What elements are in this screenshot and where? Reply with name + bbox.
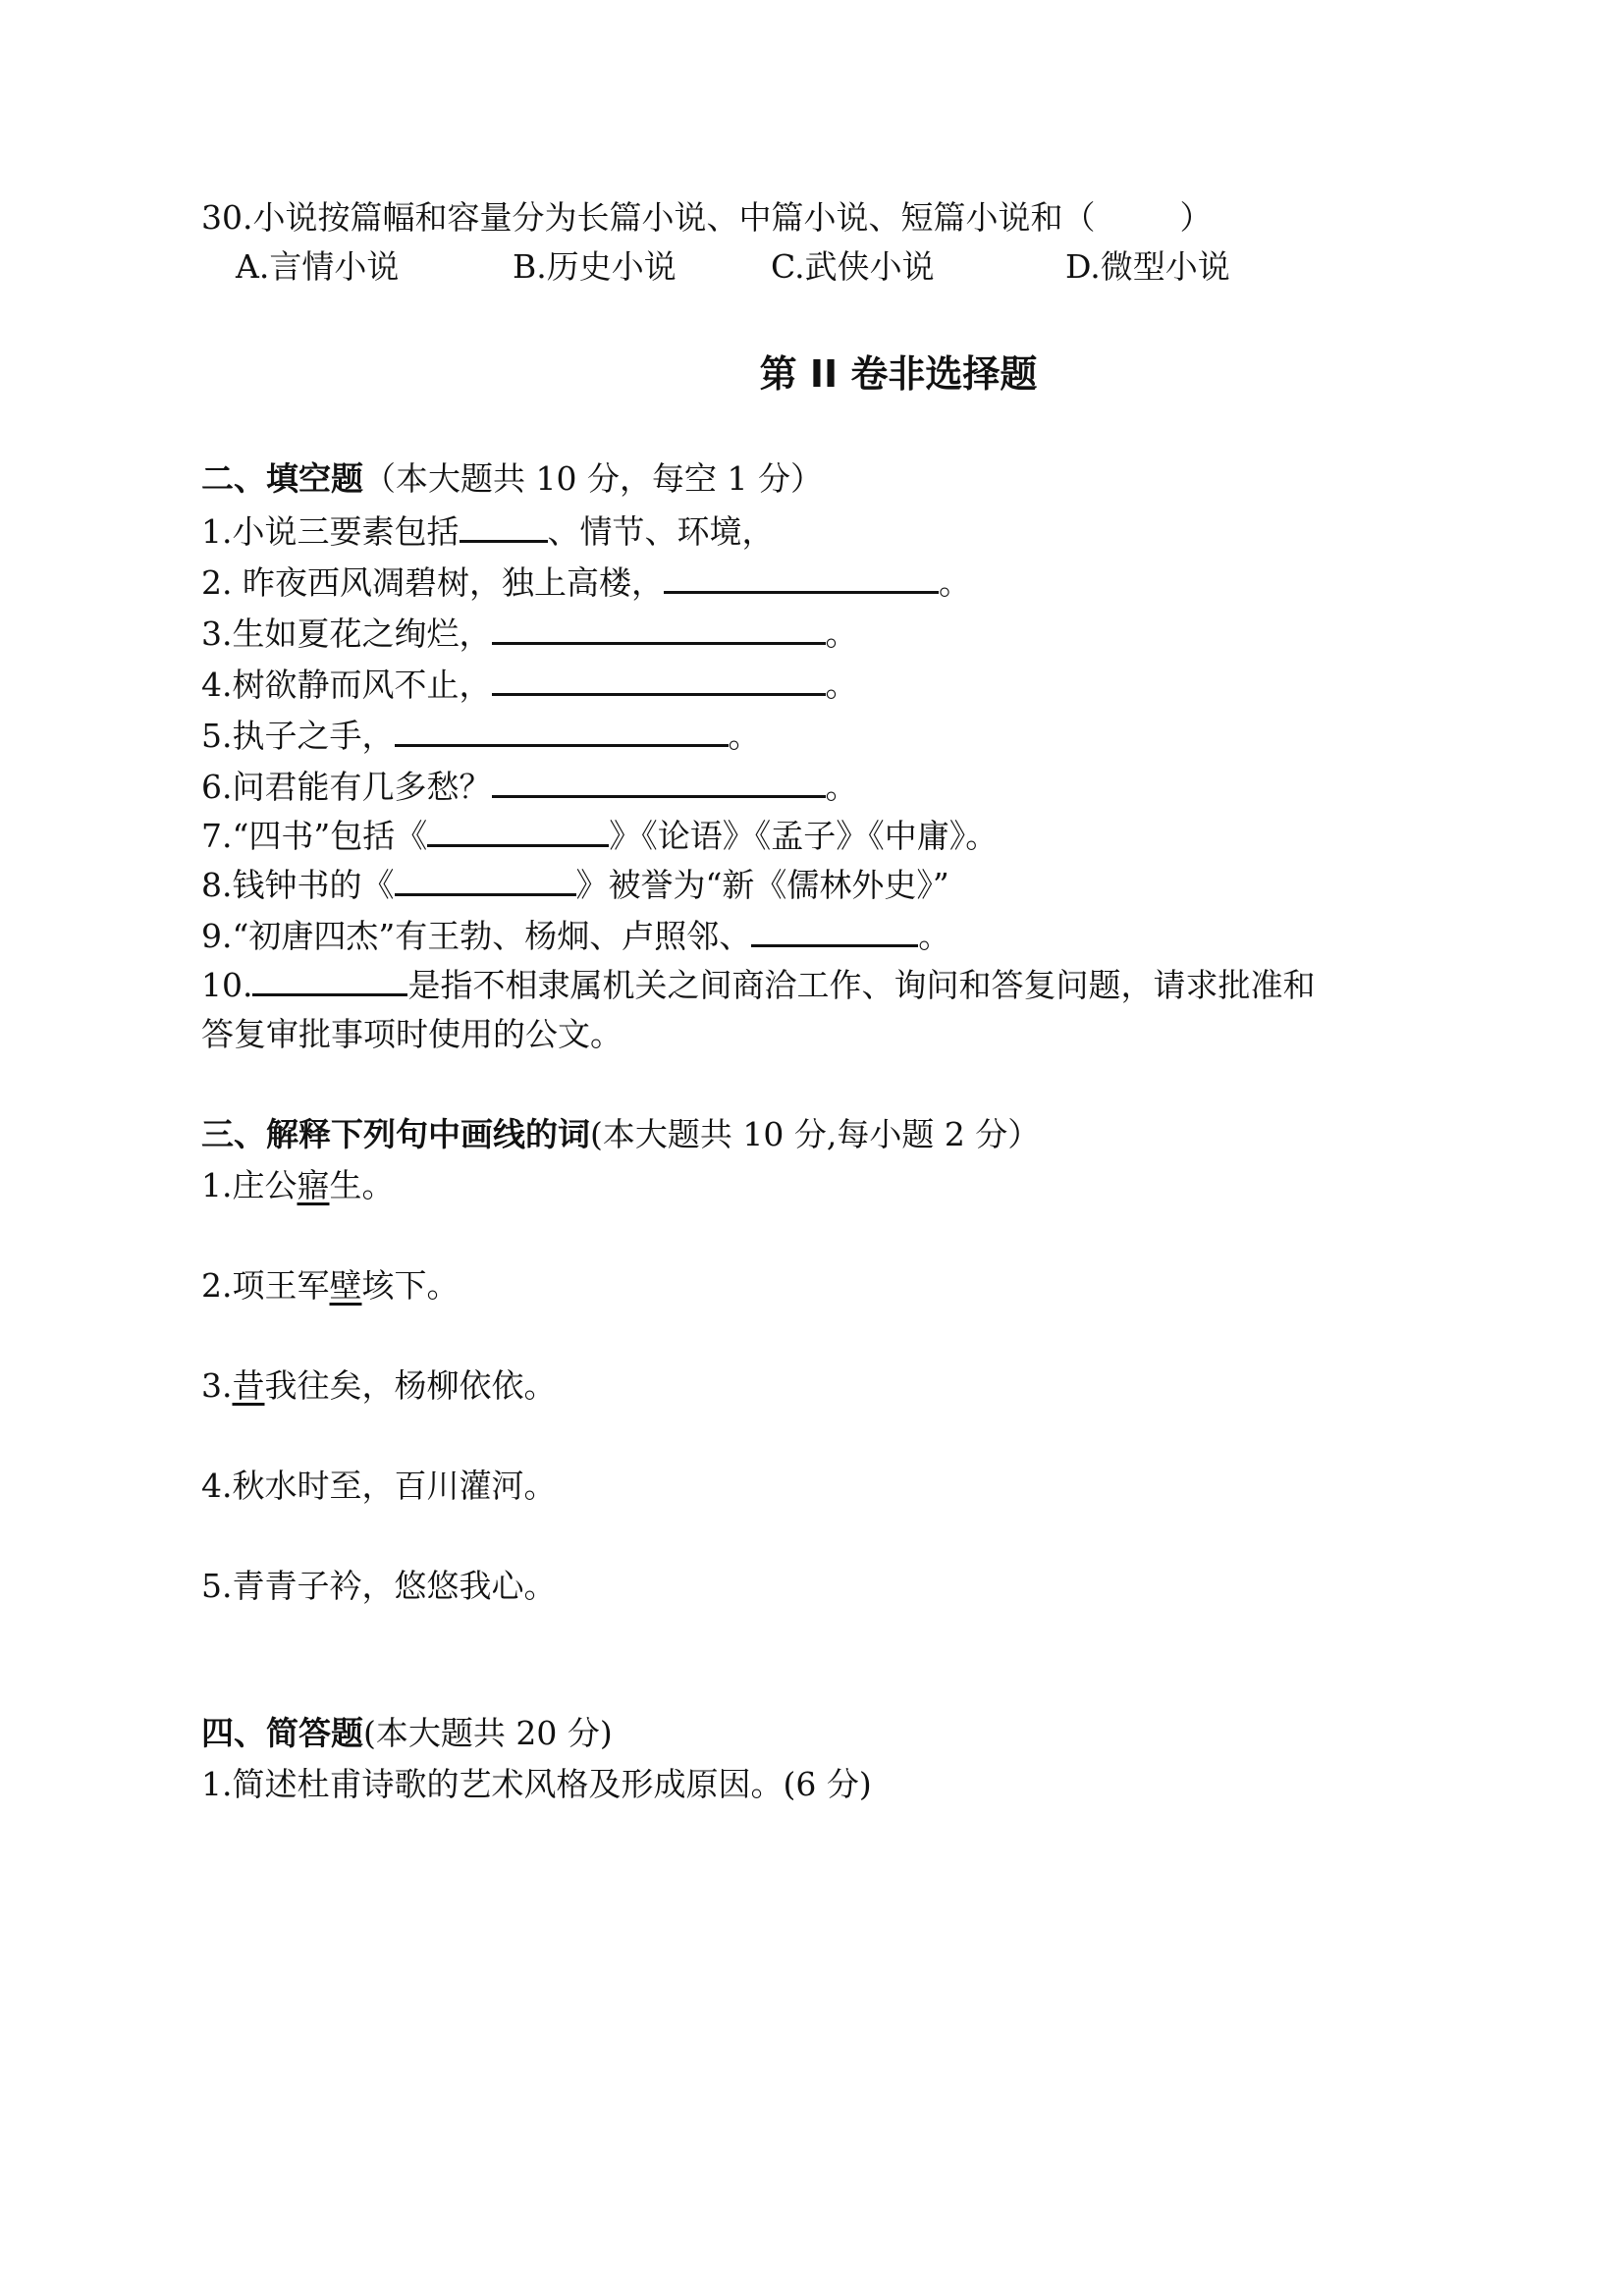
underlined-word: 寤 xyxy=(297,1166,330,1204)
fill-item-7-post: 》《论语》《孟子》《中庸》。 xyxy=(609,817,999,855)
fill-item-6-pre: 6.问君能有几多愁？ xyxy=(201,768,492,806)
fill-item-9-post: 。 xyxy=(918,917,951,955)
fill-item-2 xyxy=(201,561,971,603)
fill-item-3 xyxy=(201,613,858,654)
fill-item-8-post: 》被誉为“新《儒林外史》” xyxy=(575,866,949,904)
section3-note: (本大题共 10 分,每小题 2 分） xyxy=(590,1115,1041,1153)
answer-blank[interactable] xyxy=(492,664,826,696)
fill-item-10-pre: 10. xyxy=(201,966,253,1004)
fill-item-7 xyxy=(201,815,998,856)
fill-item-1-pre: 1.小说三要素包括 xyxy=(201,512,460,551)
fill-item-9-pre: 9.“初唐四杰”有王勃、杨炯、卢照邻、 xyxy=(201,917,752,955)
answer-blank[interactable] xyxy=(751,915,918,947)
explain-item-3-post: 我往矣，杨柳依依。 xyxy=(264,1366,557,1405)
answer-blank[interactable] xyxy=(492,766,826,798)
explain-item-2-post: 垓下。 xyxy=(361,1266,460,1305)
explain-item-2-pre: 2.项王军 xyxy=(201,1266,330,1305)
part2-title: 第 II 卷非选择题 xyxy=(759,352,1038,396)
fill-item-1-post: 、情节、环境， xyxy=(547,512,775,551)
fill-item-3-pre: 3.生如夏花之绚烂， xyxy=(201,614,492,653)
fill-item-2-post: 。 xyxy=(938,563,971,602)
explain-item-1-pre: 1.庄公 xyxy=(201,1166,298,1204)
fill-item-4 xyxy=(201,664,858,705)
explain-item-4: 4.秋水时至，百川灌河。 xyxy=(201,1467,557,1505)
fill-item-10 xyxy=(201,964,1315,1005)
answer-blank[interactable] xyxy=(395,864,576,896)
explain-item-2 xyxy=(201,1266,460,1306)
fill-item-6 xyxy=(201,766,858,807)
q30-stem-text: 30.小说按篇幅和容量分为长篇小说、中篇小说、短篇小说和（ xyxy=(201,198,1096,237)
underlined-word: 昔 xyxy=(232,1366,265,1405)
q30-option-d: D.微型小说 xyxy=(1065,247,1230,286)
fill-item-3-post: 。 xyxy=(825,614,858,653)
section3-heading-label: 三、解释下列句中画线的词 xyxy=(201,1115,590,1153)
fill-item-8-pre: 8.钱钟书的《 xyxy=(201,866,395,904)
explain-item-1 xyxy=(201,1166,395,1205)
fill-item-2-pre: 2. 昨夜西风凋碧树，独上高楼， xyxy=(201,563,664,602)
answer-blank[interactable] xyxy=(427,815,609,847)
explain-item-5: 5.青青子衿，悠悠我心。 xyxy=(201,1567,557,1605)
explain-item-1-post: 生。 xyxy=(329,1166,395,1204)
short-answer-q1: 1.简述杜甫诗歌的艺术风格及形成原因。(6 分) xyxy=(201,1765,872,1803)
section2-heading xyxy=(201,459,823,499)
answer-blank[interactable] xyxy=(460,510,548,543)
answer-blank[interactable] xyxy=(492,613,826,645)
section4-heading-label: 四、简答题 xyxy=(201,1714,363,1752)
fill-item-5-post: 。 xyxy=(728,717,761,755)
section3-heading xyxy=(201,1115,1040,1154)
section2-note: （本大题共 10 分，每空 1 分） xyxy=(363,459,823,498)
section2-heading-label: 二、填空题 xyxy=(201,459,363,498)
answer-blank[interactable] xyxy=(395,715,729,747)
fill-item-4-pre: 4.树欲静而风不止， xyxy=(201,666,492,704)
fill-item-5 xyxy=(201,715,761,756)
fill-item-7-pre: 7.“四书”包括《 xyxy=(201,817,428,855)
q30-stem xyxy=(201,198,1212,238)
section4-note: (本大题共 20 分) xyxy=(363,1714,613,1752)
fill-item-6-post: 。 xyxy=(825,768,858,806)
fill-item-4-post: 。 xyxy=(825,666,858,704)
explain-item-3 xyxy=(201,1366,557,1406)
q30-option-a: A.言情小说 xyxy=(236,247,400,286)
underlined-word: 壁 xyxy=(329,1266,362,1305)
fill-item-10-continued: 答复审批事项时使用的公文。 xyxy=(201,1015,623,1053)
answer-blank[interactable] xyxy=(664,561,939,594)
fill-item-10-post: 是指不相隶属机关之间商洽工作、询问和答复问题，请求批准和 xyxy=(407,966,1316,1004)
answer-blank[interactable] xyxy=(252,964,407,996)
q30-option-b: B.历史小说 xyxy=(513,247,677,286)
q30-paren-close: ） xyxy=(1179,198,1213,237)
fill-item-8 xyxy=(201,864,949,905)
fill-item-1 xyxy=(201,510,775,552)
fill-item-5-pre: 5.执子之手， xyxy=(201,717,395,755)
explain-item-3-pre: 3. xyxy=(201,1366,233,1405)
q30-option-c: C.武侠小说 xyxy=(771,247,935,286)
fill-item-9 xyxy=(201,915,950,956)
section4-heading xyxy=(201,1714,613,1753)
